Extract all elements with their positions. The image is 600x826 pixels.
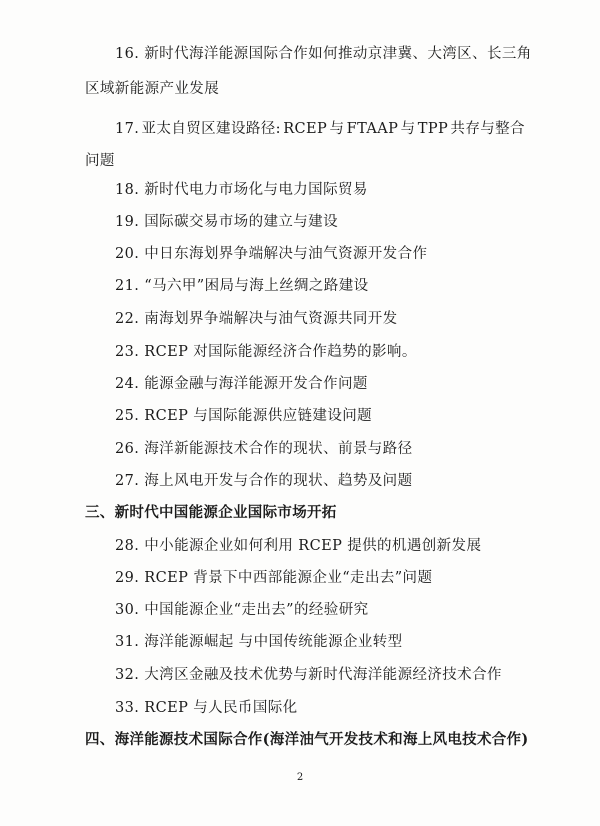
item-31: 31. 海洋能源崛起 与中国传统能源企业转型 (115, 634, 403, 650)
section-4-heading: 四、海洋能源技术国际合作(海洋油气开发技术和海上风电技术合作) (85, 731, 529, 748)
item-33: 33. RCEP 与人民币国际化 (115, 700, 298, 716)
item-27: 27. 海上风电开发与合作的现状、趋势及问题 (115, 473, 413, 489)
item-17-part: FTAAP (346, 121, 399, 137)
item-32: 32. 大湾区金融及技术优势与新时代海洋能源经济技术合作 (115, 667, 502, 683)
item-20: 20. 中日东海划界争端解决与油气资源开发合作 (115, 246, 428, 262)
item-29: 29. RCEP 背景下中西部能源企业“走出去”问题 (115, 570, 433, 586)
item-17-part: 与 (400, 121, 416, 137)
item-17-part: 与 (329, 121, 345, 137)
item-17-part: RCEP (283, 121, 328, 137)
item-23: 23. RCEP 对国际能源经济合作趋势的影响。 (115, 344, 417, 360)
item-22: 22. 南海划界争端解决与油气资源共同开发 (115, 311, 398, 327)
item-18: 18. 新时代电力市场化与电力国际贸易 (115, 182, 368, 198)
item-16-line-1: 16. 新时代海洋能源国际合作如何推动京津冀、大湾区、长三角 (115, 46, 532, 62)
item-24: 24. 能源金融与海洋能源开发合作问题 (115, 376, 368, 392)
item-17-line-2: 问题 (85, 153, 115, 169)
item-17-part: 共存与整合 (450, 121, 525, 137)
item-28: 28. 中小能源企业如何利用 RCEP 提供的机遇创新发展 (115, 538, 482, 554)
item-17-line-1 (115, 119, 525, 139)
item-17-part: 17. (115, 121, 140, 137)
section-3-heading: 三、新时代中国能源企业国际市场开拓 (85, 504, 337, 521)
item-17-part: TPP (417, 121, 449, 137)
item-19: 19. 国际碳交易市场的建立与建设 (115, 214, 338, 230)
item-16-line-2: 区域新能源产业发展 (85, 81, 220, 97)
item-17-part: 亚太自贸区建设路径: (141, 121, 281, 137)
item-21: 21. “马六甲”困局与海上丝绸之路建设 (115, 278, 369, 294)
item-30: 30. 中国能源企业“走出去”的经验研究 (115, 602, 369, 618)
item-25: 25. RCEP 与国际能源供应链建设问题 (115, 408, 373, 424)
item-26: 26. 海洋新能源技术合作的现状、前景与路径 (115, 441, 413, 457)
page-number: 2 (296, 772, 304, 783)
